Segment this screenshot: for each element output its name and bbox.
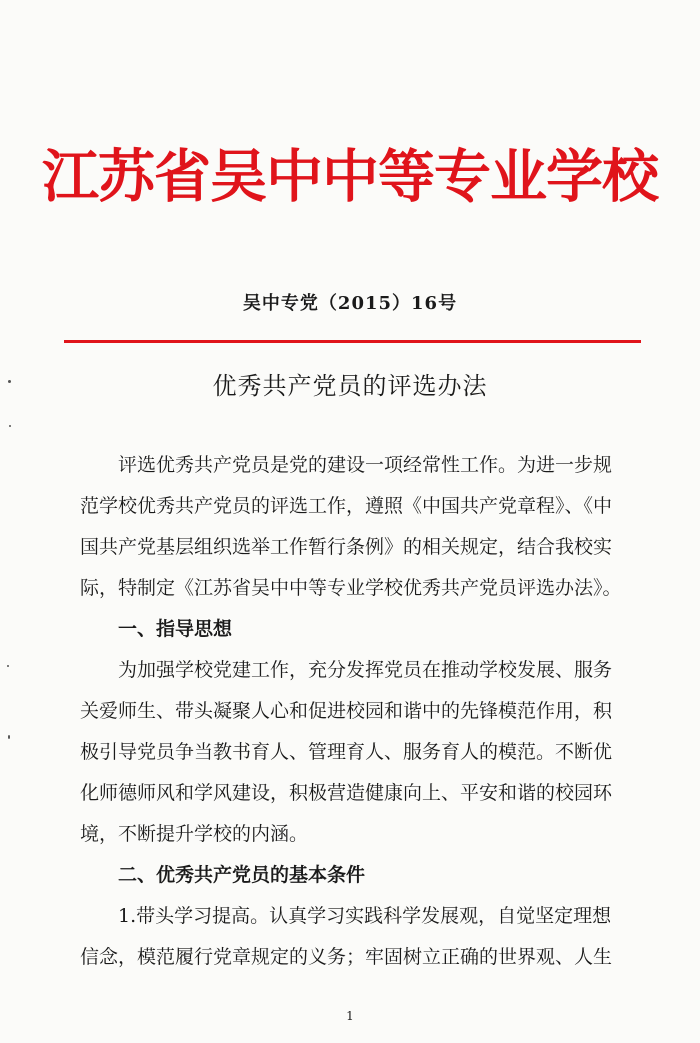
section-heading: 二、优秀共产党员的基本条件	[118, 864, 366, 886]
section-heading: 一、指导思想	[118, 618, 233, 640]
intro-line: 范学校优秀共产党员的评选工作，遵照《中国共产党章程》、《中	[80, 495, 613, 517]
paragraph-line: 为加强学校党建工作，充分发挥党员在推动学校发展、服务	[118, 659, 613, 681]
intro-line: 国共产党基层组织选举工作暂行条例》的相关规定，结合我校实	[80, 536, 613, 558]
scan-speck	[8, 380, 11, 383]
paragraph-line: 1.带头学习提高。认真学习实践科学发展观，自觉坚定理想	[118, 905, 612, 927]
organization-header: 江苏省吴中中等专业学校	[42, 143, 658, 210]
scan-speck	[8, 735, 10, 739]
intro-line: 际，特制定《江苏省吴中中等专业学校优秀共产党员评选办法》。	[80, 577, 622, 599]
document-number: 吴中专党（2015）16号	[242, 293, 458, 314]
document-title: 优秀共产党员的评选办法	[212, 372, 488, 400]
paragraph-line: 关爱师生、带头凝聚人心和促进校园和谐中的先锋模范作用，积	[80, 700, 613, 722]
page-number: 1	[346, 1009, 354, 1023]
paragraph-line: 化师德师风和学风建设，积极营造健康向上、平安和谐的校园环	[80, 782, 613, 804]
paragraph-line: 极引导党员争当教书育人、管理育人、服务育人的模范。不断优	[80, 741, 613, 763]
scan-speck	[7, 665, 9, 667]
intro-line: 评选优秀共产党员是党的建设一项经常性工作。为进一步规	[118, 454, 613, 476]
paragraph-line: 信念，模范履行党章规定的义务；牢固树立正确的世界观、人生	[80, 946, 613, 968]
scan-speck	[9, 425, 11, 427]
paragraph-line: 境，不断提升学校的内涵。	[80, 823, 309, 845]
red-divider-line	[64, 340, 641, 343]
